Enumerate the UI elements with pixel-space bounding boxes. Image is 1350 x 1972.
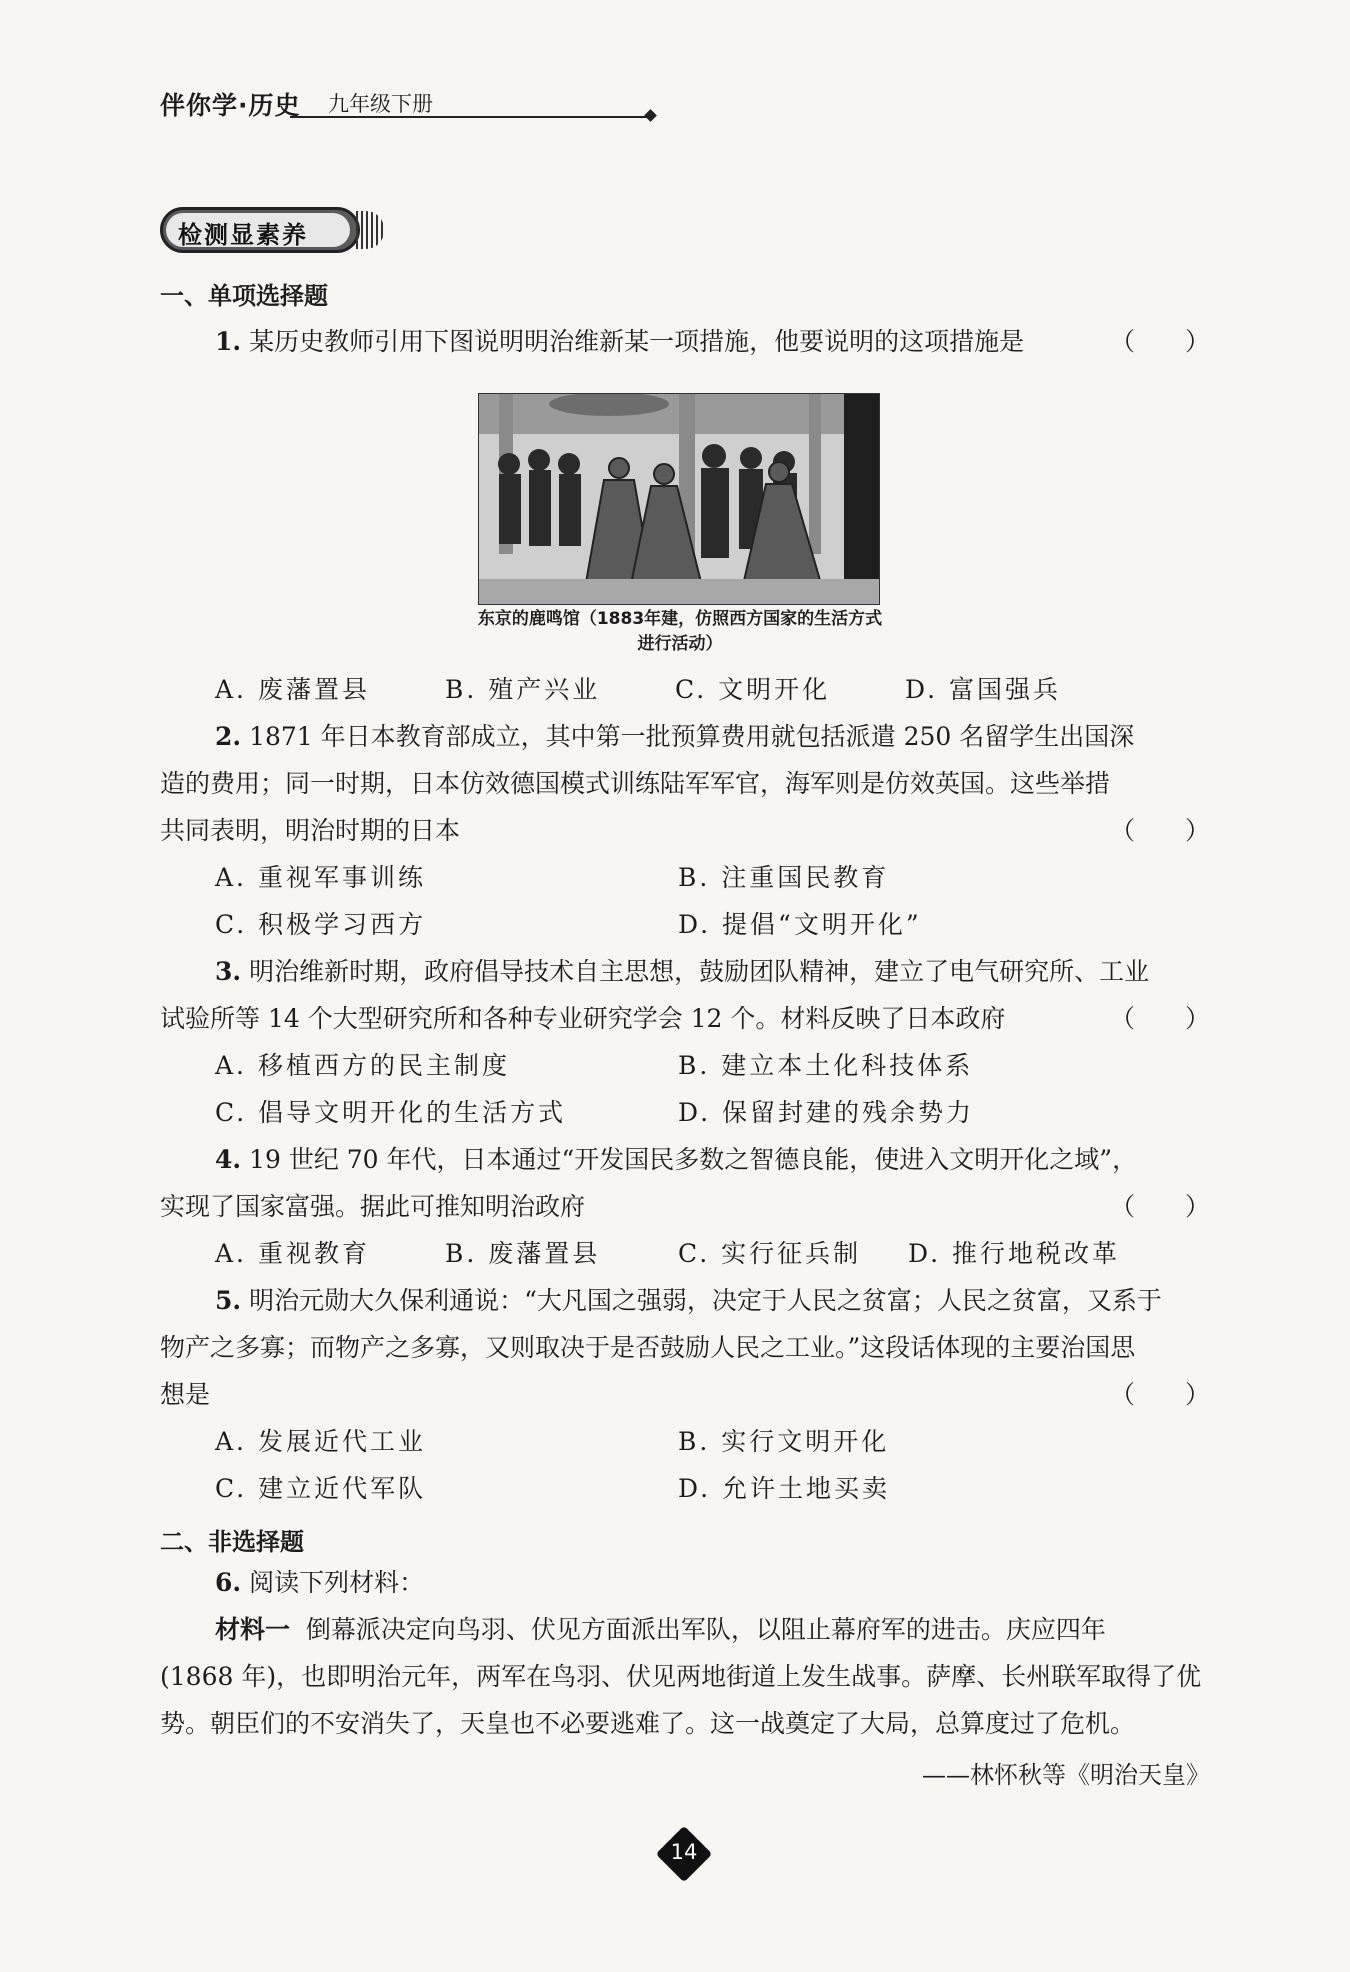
question-line: 造的费用；同一时期，日本仿效德国模式训练陆军军官，海军则是仿效英国。这些举措 xyxy=(160,769,1111,798)
material-one xyxy=(160,1606,1210,1747)
answer-blank: （ ） xyxy=(1109,816,1210,845)
grade-label: 九年级下册 xyxy=(328,92,433,116)
question-text: 阅读下列材料： xyxy=(249,1568,425,1597)
material-line: (1868 年)，也即明治元年，两军在鸟羽、伏见两地街道上发生战事。萨摩、长州联军取得了优 xyxy=(160,1662,1202,1691)
section-badge xyxy=(160,207,370,257)
header-rule xyxy=(290,116,650,118)
option-d[interactable]: D. 提倡“文明开化” xyxy=(678,910,922,939)
rokumeikan-illustration xyxy=(478,393,880,605)
section-heading-non-choice: 二、非选择题 xyxy=(160,1528,304,1556)
question-2 xyxy=(160,713,1210,854)
option-c[interactable]: C. 建立近代军队 xyxy=(215,1474,427,1503)
option-c[interactable]: C. 实行征兵制 xyxy=(678,1239,862,1268)
option-a[interactable]: A. 发展近代工业 xyxy=(215,1427,426,1456)
option-a[interactable]: A. 重视教育 xyxy=(215,1239,370,1268)
material-label: 材料一 xyxy=(215,1615,291,1644)
question-3 xyxy=(160,948,1210,1042)
option-a[interactable]: A. 重视军事训练 xyxy=(215,863,426,892)
material-source: ——林怀秋等《明治天皇》 xyxy=(922,1761,1210,1789)
question-number: 6. xyxy=(215,1568,242,1597)
answer-blank: （ ） xyxy=(1109,1192,1210,1221)
question-4 xyxy=(160,1136,1210,1230)
option-d[interactable]: D. 允许土地买卖 xyxy=(678,1474,891,1503)
option-d[interactable]: D. 保留封建的残余势力 xyxy=(678,1098,975,1127)
question-number: 4. xyxy=(215,1145,242,1174)
question-number: 2. xyxy=(215,722,242,751)
question-line: 共同表明，明治时期的日本 xyxy=(160,816,461,845)
option-b[interactable]: B. 注重国民教育 xyxy=(678,863,890,892)
question-line: 物产之多寡；而物产之多寡，又则取决于是否鼓励人民之工业。”这段话体现的主要治国思 xyxy=(160,1333,1136,1362)
option-b[interactable]: B. 废藩置县 xyxy=(445,1239,601,1268)
material-line: 势。朝臣们的不安消失了，天皇也不必要逃难了。这一战奠定了大局，总算度过了危机。 xyxy=(160,1709,1136,1738)
page-number-badge xyxy=(658,1828,710,1880)
question-5 xyxy=(160,1277,1210,1418)
question-line: 实现了国家富强。据此可推知明治政府 xyxy=(160,1192,586,1221)
stripes-decoration xyxy=(356,211,384,249)
question-line: 1871 年日本教育部成立，其中第一批预算费用就包括派遣 250 名留学生出国深 xyxy=(249,722,1135,751)
question-6 xyxy=(160,1559,1210,1606)
answer-blank: （ ） xyxy=(1109,1380,1210,1409)
question-number: 5. xyxy=(215,1286,242,1315)
figure-caption: 东京的鹿鸣馆（1883年建，仿照西方国家的生活方式进行活动） xyxy=(477,609,883,654)
option-c[interactable]: C. 文明开化 xyxy=(675,675,831,704)
option-a[interactable]: A. 移植西方的民主制度 xyxy=(215,1051,510,1080)
question-1 xyxy=(160,318,1210,365)
question-line: 明治元勋大久保利通说：“大凡国之强弱，决定于人民之贫富；人民之贫富，又系于 xyxy=(249,1286,1162,1315)
option-d[interactable]: D. 富国强兵 xyxy=(905,675,1062,704)
option-b[interactable]: B. 殖产兴业 xyxy=(445,675,601,704)
question-line: 想是 xyxy=(160,1380,211,1409)
rokumeikan-engraving xyxy=(479,394,879,604)
answer-blank: （ ） xyxy=(1109,327,1210,356)
question-line: 明治维新时期，政府倡导技术自主思想，鼓励团队精神，建立了电气研究所、工业 xyxy=(249,957,1150,986)
diamond-icon xyxy=(644,109,657,122)
question-text: 某历史教师引用下图说明明治维新某一项措施，他要说明的这项措施是 xyxy=(249,327,1025,356)
option-b[interactable]: B. 实行文明开化 xyxy=(678,1427,890,1456)
answer-blank: （ ） xyxy=(1109,1004,1210,1033)
option-b[interactable]: B. 建立本土化科技体系 xyxy=(678,1051,974,1080)
option-d[interactable]: D. 推行地税改革 xyxy=(908,1239,1121,1268)
page-header xyxy=(160,86,490,120)
option-a[interactable]: A. 废藩置县 xyxy=(215,675,370,704)
question-number: 3. xyxy=(215,957,242,986)
question-line: 19 世纪 70 年代，日本通过“开发国民多数之智德良能，使进入文明开化之域”， xyxy=(249,1145,1138,1174)
material-line: 倒幕派决定向鸟羽、伏见方面派出军队，以阻止幕府军的进击。庆应四年 xyxy=(305,1615,1106,1644)
option-c[interactable]: C. 积极学习西方 xyxy=(215,910,427,939)
book-title: 伴你学·历史 xyxy=(160,91,301,120)
question-line: 试验所等 14 个大型研究所和各种专业研究学会 12 个。材料反映了日本政府 xyxy=(160,1004,1006,1033)
option-c[interactable]: C. 倡导文明开化的生活方式 xyxy=(215,1098,567,1127)
page-number: 14 xyxy=(670,1840,698,1864)
section-heading-single-choice: 一、单项选择题 xyxy=(160,282,328,310)
badge-title: 检测显素养 xyxy=(178,221,308,249)
question-number: 1. xyxy=(215,327,242,356)
